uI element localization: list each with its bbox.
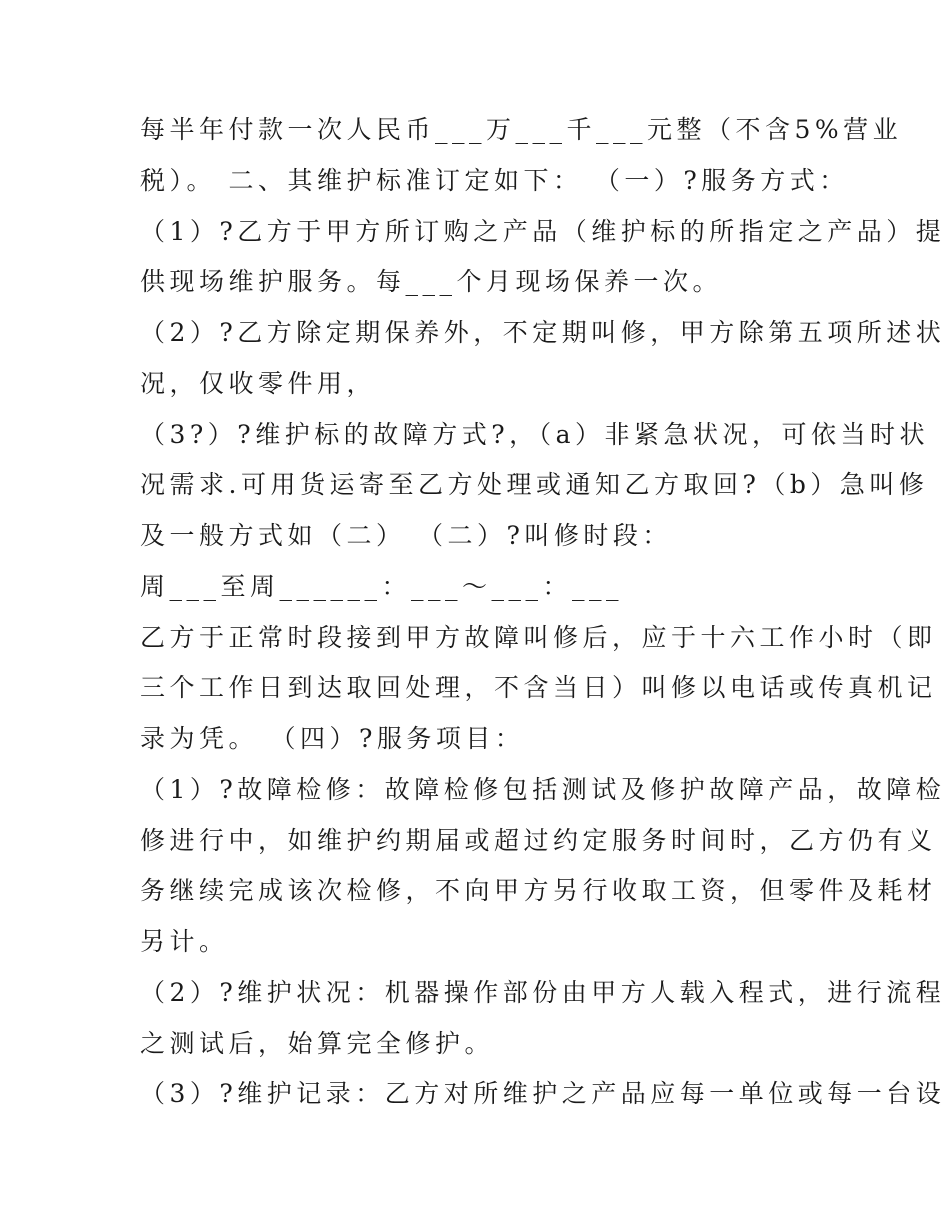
text-line: 另计。 bbox=[140, 927, 229, 956]
text-line: 及一般方式如（二） （二）?叫修时段： bbox=[140, 521, 672, 550]
text-line: 务继续完成该次检修，不向甲方另行收取工资，但零件及耗材 bbox=[140, 876, 937, 906]
text-line: 周___至周______：___～___：___ bbox=[140, 571, 624, 601]
text-line: 税）。 二、其维护标准订定如下： （一）?服务方式： bbox=[140, 165, 849, 195]
text-line: 录为凭。 （四）?服务项目： bbox=[140, 724, 525, 753]
text-line: （3）?维护记录：乙方对所维护之产品应每一单位或每一台设 bbox=[140, 1079, 946, 1109]
text-line: 之测试后，始算完全修护。 bbox=[140, 1028, 495, 1058]
text-line: 每半年付款一次人民币___万___千___元整（不含5%营业 bbox=[140, 115, 903, 144]
document-page bbox=[140, 105, 946, 1120]
text-line: （1）?故障检修：故障检修包括测试及修护故障产品，故障检 bbox=[140, 774, 946, 804]
text-line: 修进行中，如维护约期届或超过约定服务时间时，乙方仍有义 bbox=[140, 825, 937, 855]
text-line: （2）?维护状况：机器操作部份由甲方人载入程式，进行流程 bbox=[140, 977, 946, 1007]
text-line: 供现场维护服务。每___个月现场保养一次。 bbox=[140, 267, 723, 297]
text-line: 三个工作日到达取回处理，不含当日）叫修以电话或传真机记 bbox=[140, 673, 937, 703]
text-line: （3?）?维护标的故障方式?，（a）非紧急状况，可依当时状 bbox=[140, 419, 930, 449]
text-line: （2）?乙方除定期保养外，不定期叫修，甲方除第五项所述状 bbox=[140, 318, 946, 347]
text-line: （1）?乙方于甲方所订购之产品（维护标的所指定之产品）提 bbox=[140, 216, 946, 246]
text-line: 况，仅收零件用， bbox=[140, 368, 377, 398]
text-line: 况需求.可用货运寄至乙方处理或通知乙方取回?（b）急叫修 bbox=[140, 470, 929, 500]
text-line: 乙方于正常时段接到甲方故障叫修后，应于十六工作小时（即 bbox=[140, 622, 937, 652]
